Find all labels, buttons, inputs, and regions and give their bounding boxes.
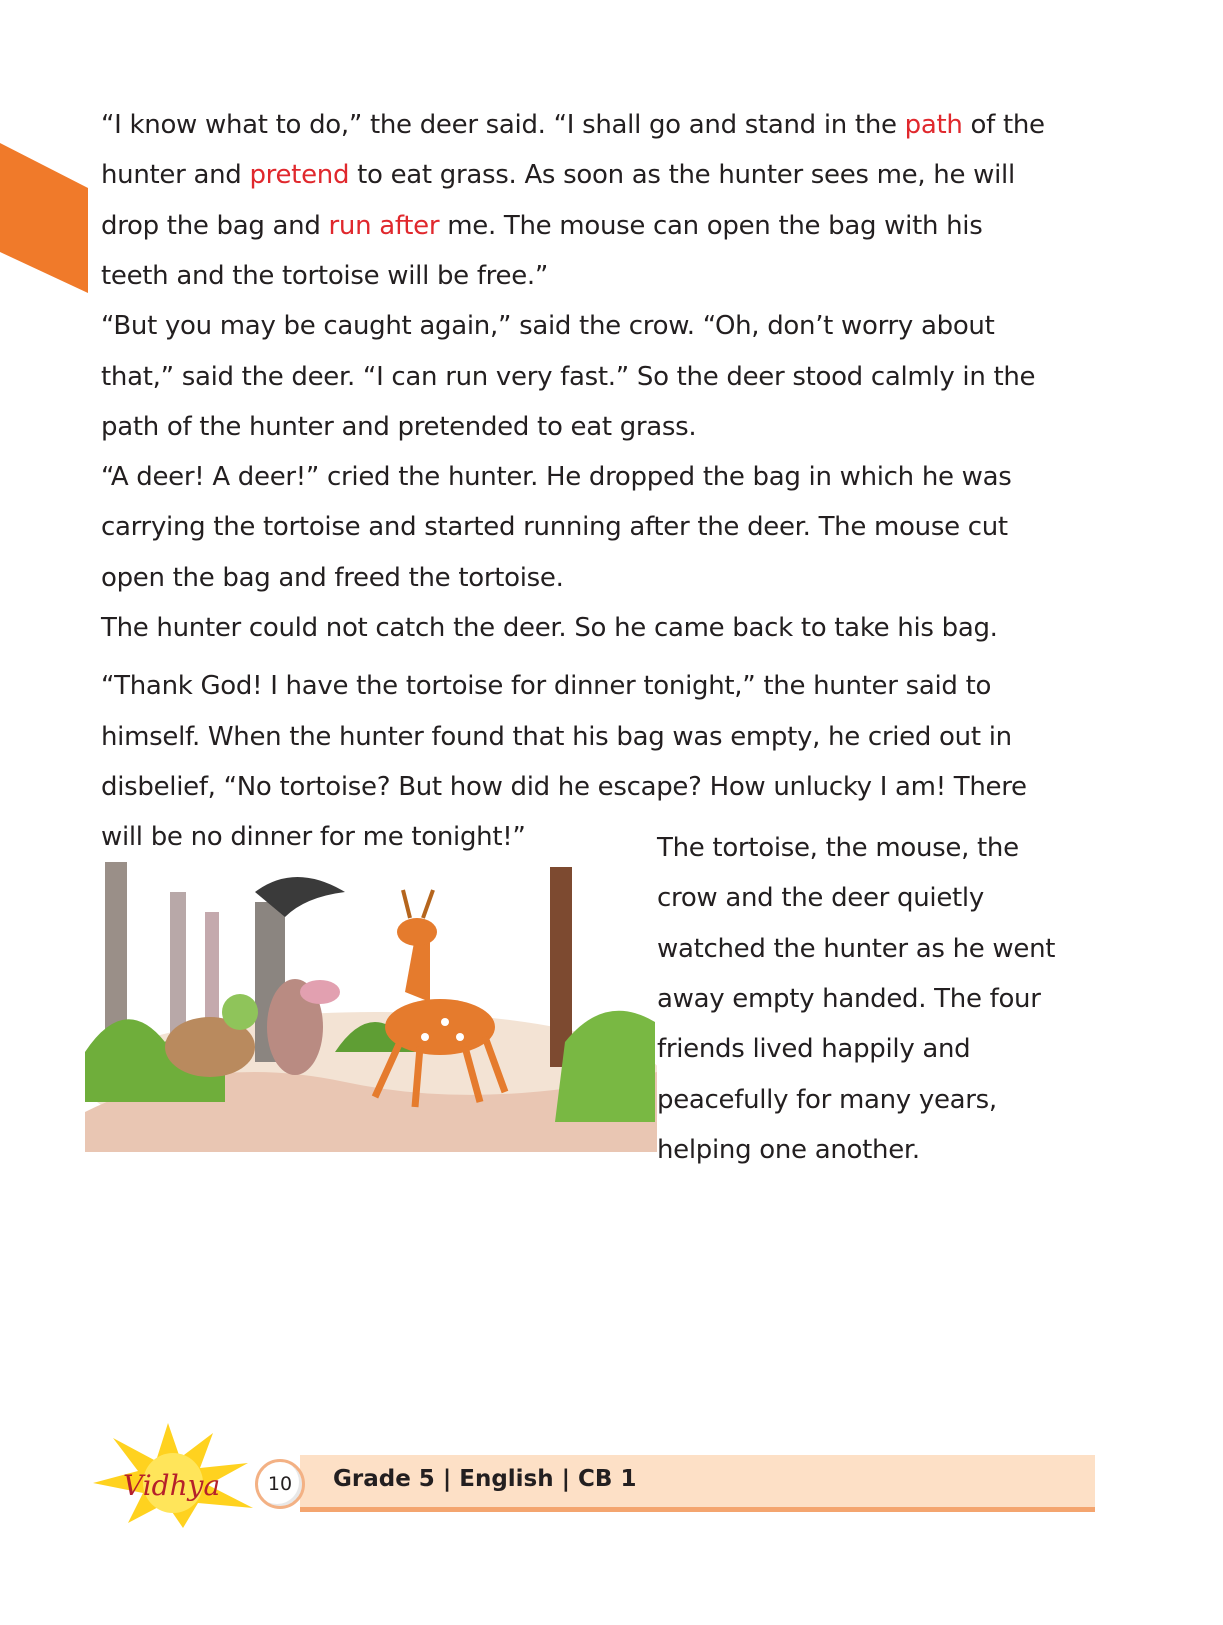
text-segment: “A deer! A deer!” cried the hunter. He dropped the bag in which he was <box>101 462 1012 492</box>
story-side-line: helping one another. <box>657 1134 920 1165</box>
story-side-line: crow and the deer quietly <box>657 883 984 914</box>
text-segment: path of the hunter and pretended to eat grass. <box>101 412 697 442</box>
svg-text:Vidhya: Vidhya <box>123 1469 221 1502</box>
footer-label: Grade 5 | English | CB 1 <box>333 1466 637 1492</box>
highlighted-word: path <box>904 110 963 140</box>
text-segment: carrying the tortoise and started running after the deer. The mouse cut <box>101 512 1008 542</box>
text-segment: to eat grass. As soon as the hunter sees me, he will <box>349 160 1015 190</box>
story-line <box>101 259 548 293</box>
text-segment: “Thank God! I have the tortoise for dinner tonight,” the hunter said to <box>101 671 992 701</box>
text-segment: himself. When the hunter found that his bag was empty, he cried out in <box>101 722 1012 752</box>
story-line <box>101 410 696 444</box>
story-line <box>101 158 1015 192</box>
story-line <box>101 460 1012 494</box>
story-line <box>101 510 1008 544</box>
text-segment: teeth and the tortoise will be free.” <box>101 261 549 291</box>
story-line <box>101 820 526 854</box>
story-line <box>101 669 991 703</box>
orange-corner-tab <box>0 0 100 300</box>
highlighted-word: pretend <box>249 160 350 190</box>
story-line <box>101 309 995 343</box>
text-segment: that,” said the deer. “I can run very fast.” So the deer stood calmly in the <box>101 362 1036 392</box>
story-line <box>101 360 1035 394</box>
text-segment: “But you may be caught again,” said the crow. “Oh, don’t worry about <box>101 311 995 341</box>
text-segment: will be no dinner for me tonight!” <box>101 822 526 852</box>
story-line <box>101 611 998 645</box>
story-side-line: friends lived happily and <box>657 1034 971 1065</box>
story-side-line: peacefully for many years, <box>657 1084 997 1115</box>
text-segment: disbelief, “No tortoise? But how did he escape? How unlucky I am! There <box>101 772 1027 802</box>
story-line <box>101 720 1012 754</box>
text-segment: “I know what to do,” the deer said. “I shall go and stand in the <box>101 110 905 140</box>
vidhya-logo <box>88 1423 258 1533</box>
text-segment: hunter and <box>101 160 250 190</box>
text-segment: open the bag and freed the tortoise. <box>101 563 564 593</box>
story-line <box>101 108 1045 142</box>
page-number: 10 <box>255 1459 305 1509</box>
story-line <box>101 770 1027 804</box>
text-segment: drop the bag and <box>101 211 329 241</box>
story-line <box>101 209 982 243</box>
story-line <box>101 561 564 595</box>
story-side-line: watched the hunter as he went <box>657 933 1056 964</box>
story-side-line: The tortoise, the mouse, the <box>657 833 1019 863</box>
highlighted-word: run after <box>328 211 440 241</box>
text-segment: The hunter could not catch the deer. So he came back to take his bag. <box>101 613 998 643</box>
illustration-animals-forest <box>85 852 657 1152</box>
text-segment: of the <box>962 110 1045 140</box>
story-side-line: away empty handed. The four <box>657 983 1041 1014</box>
text-segment: me. The mouse can open the bag with his <box>439 211 983 241</box>
